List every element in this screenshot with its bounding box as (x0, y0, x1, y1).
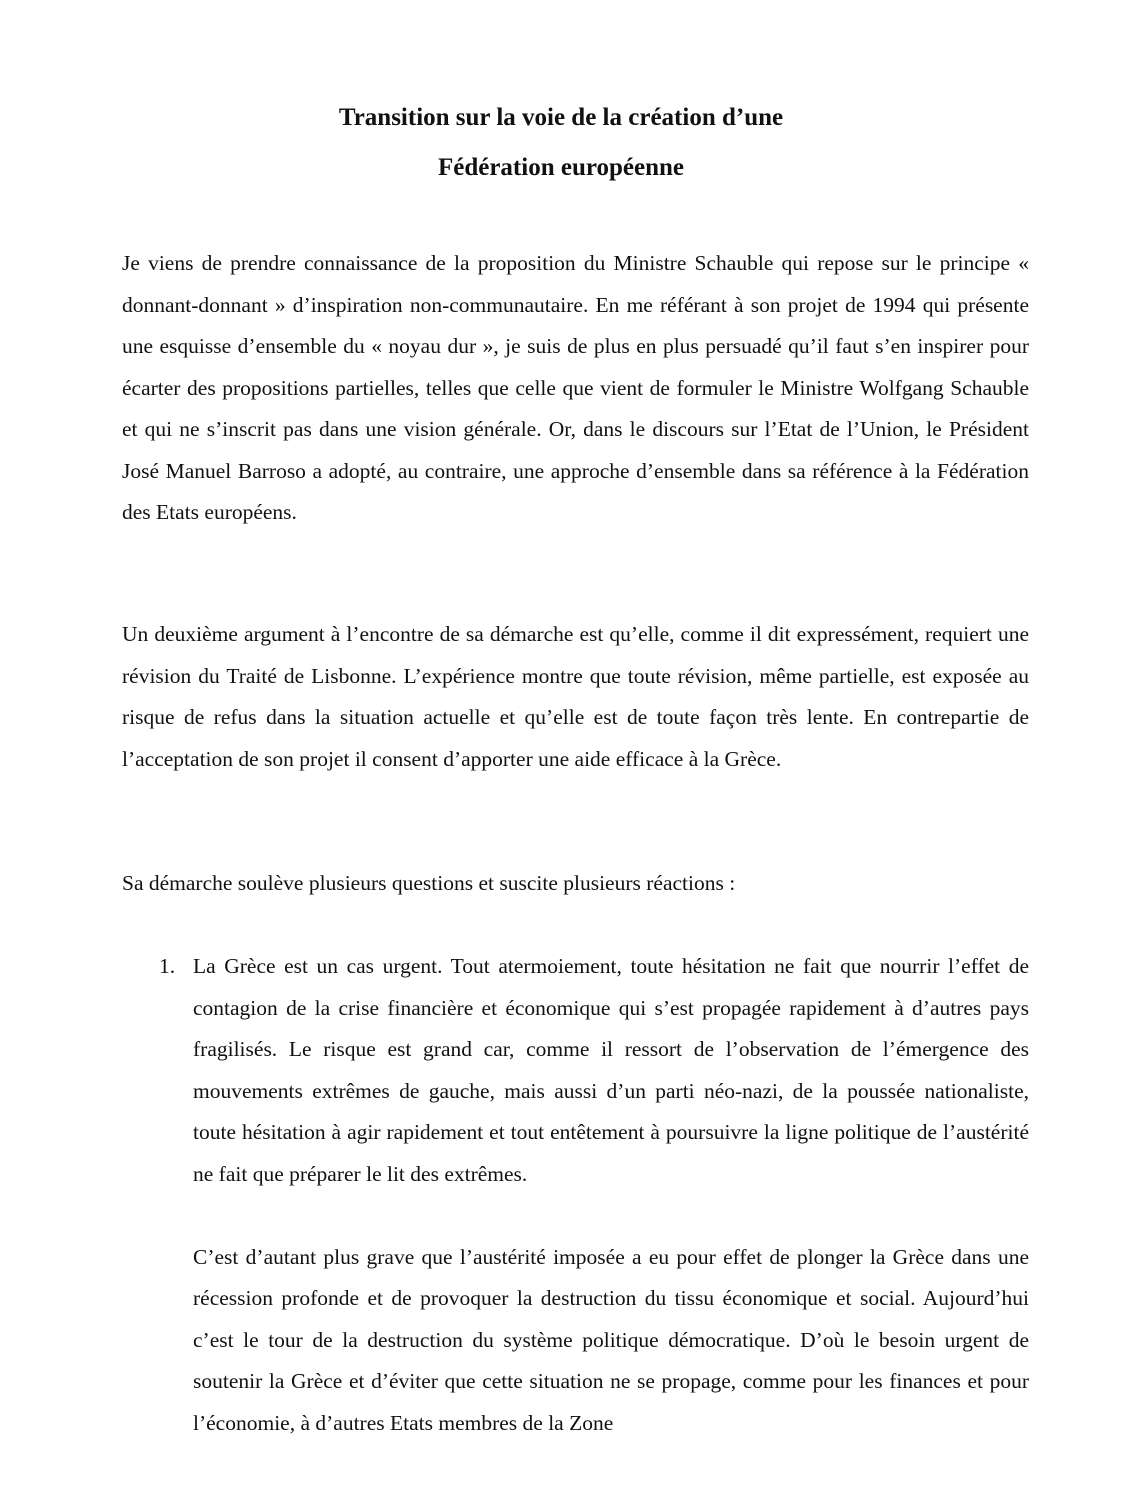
paragraph-3: Sa démarche soulève plusieurs questions et suscite plusieurs réactions : (122, 871, 736, 895)
list-item (122, 946, 1029, 1444)
list-item-paragraph-1: La Grèce est un cas urgent. Tout atermoiement, toute hésitation ne fait que nourrir l’effet de contagion de la crise financière et économique qui s’est propagée rapidement à d’autres pays fragilisés. Le risque est grand car, comme il ressort de l’observation de l’émergence des mouvements extrêmes de gauche, mais aussi d’un parti néo-nazi, de la poussée nationaliste, toute hésitation à agir rapidement et tout entêtement à poursuivre la ligne politique de l’austérité ne fait que préparer le lit des extrêmes. (193, 954, 1029, 1186)
list-item-paragraph-2: C’est d’autant plus grave que l’austérité imposée a eu pour effet de plonger la Grèce dans une récession profonde et de provoquer la destruction du tissu économique et social. Aujourd’hui c’est le tour de la destruction du système politique démocratique. D’où le besoin urgent de soutenir la Grèce et d’éviter que cette situation ne se propage, comme pour les finances et pour l’économie, à d’autres Etats membres de la Zone (193, 1244, 1029, 1435)
paragraph-2: Un deuxième argument à l’encontre de sa démarche est qu’elle, comme il dit expressément, requiert une révision du Traité de Lisbonne. L’expérience montre que toute révision, même partielle, est exposée au risque de refus dans la situation actuelle et qu’elle est de toute façon très lente. En contrepartie de l’acceptation de son projet il consent d’apporter une aide efficace à la Grèce. (122, 622, 1029, 771)
numbered-list (122, 946, 1029, 1444)
paragraph-1: Je viens de prendre connaissance de la proposition du Ministre Schauble qui repose sur le principe « donnant-donnant » d’inspiration non-communautaire. En me référant à son projet de 1994 qui présente une esquisse d’ensemble du « noyau dur », je suis de plus en plus persuadé qu’il faut s’en inspirer pour écarter des propositions partielles, telles que celle que vient de formuler le Ministre Wolfgang Schauble et qui ne s’inscrit pas dans une vision générale. Or, dans le discours sur l’Etat de l’Union, le Président José Manuel Barroso a adopté, au contraire, une approche d’ensemble dans sa référence à la Fédération des Etats européens. (122, 251, 1029, 524)
list-item-number: 1. (159, 954, 176, 978)
document-title-line-2: Fédération européenne (437, 154, 685, 181)
document-title-line-1: Transition sur la voie de la création d’une (338, 104, 784, 131)
